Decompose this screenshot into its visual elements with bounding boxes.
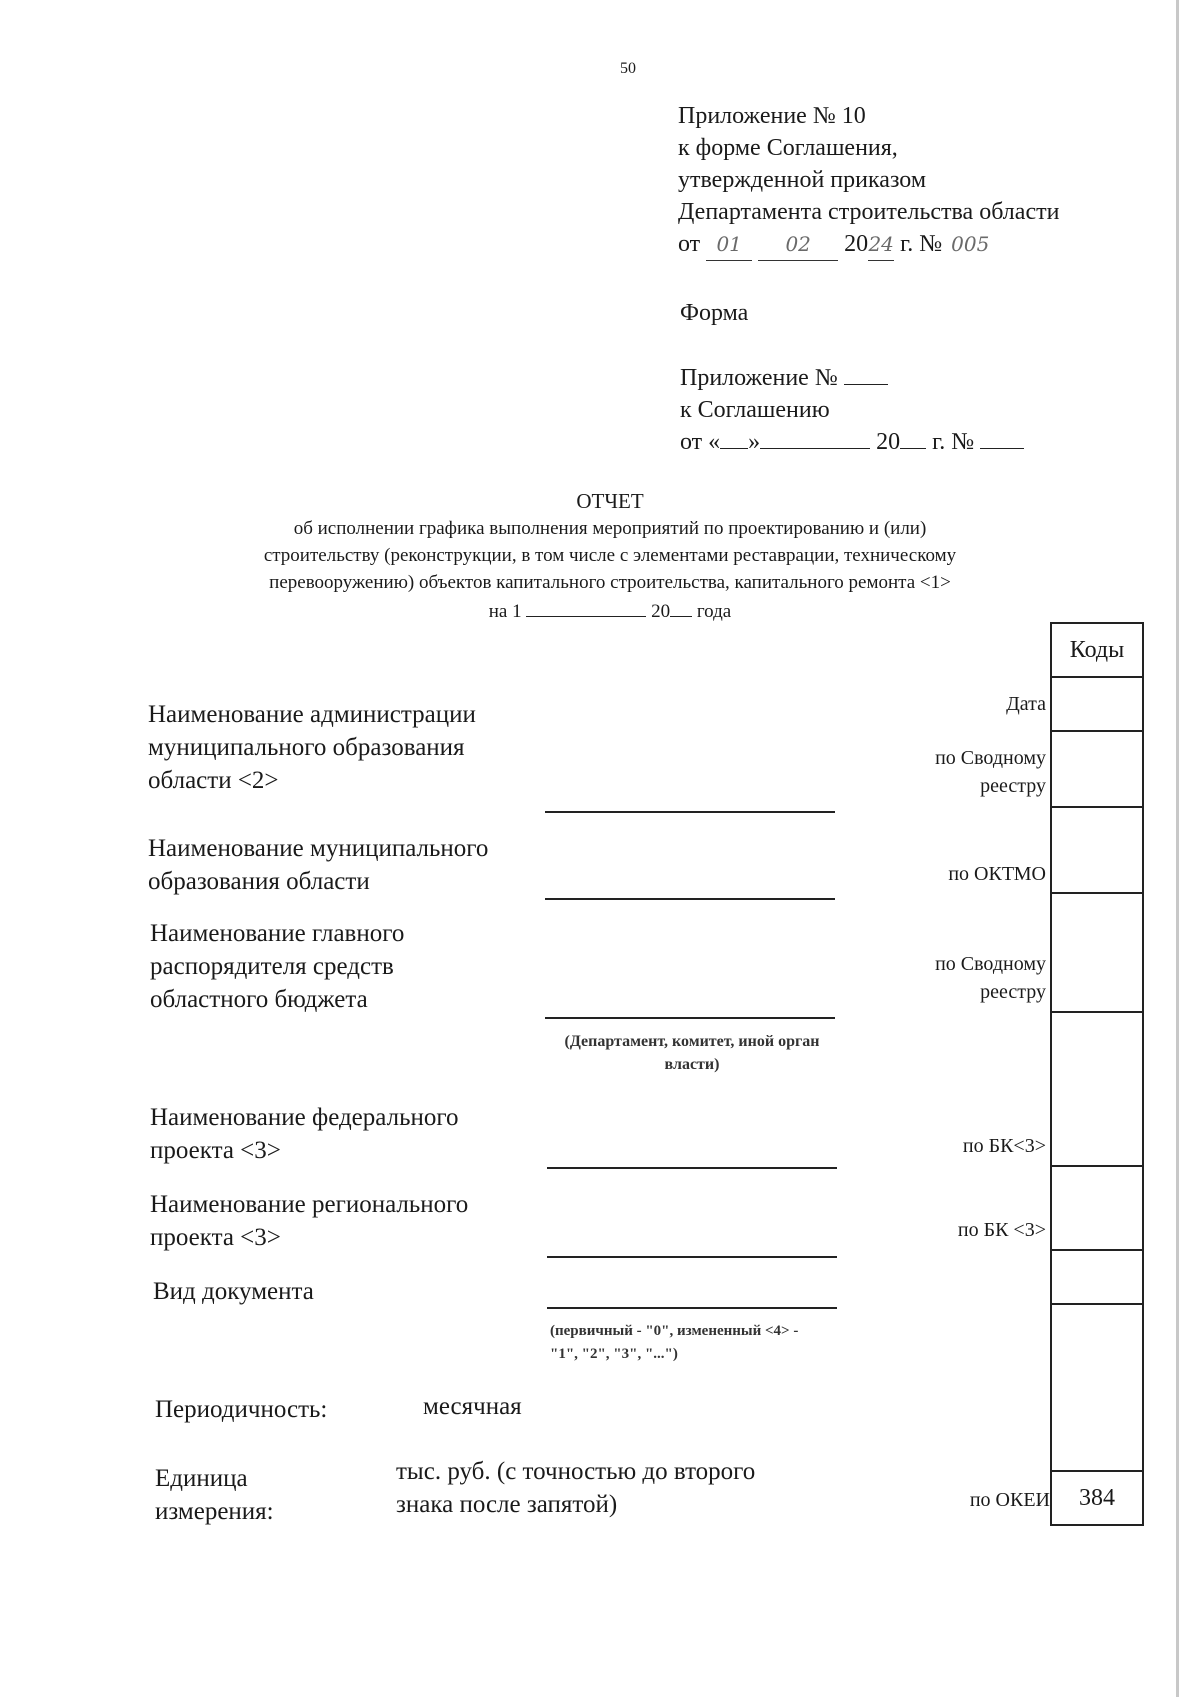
appendix-line-2: к форме Соглашения, — [678, 135, 898, 161]
number-blank — [980, 428, 1024, 449]
right-label-bk-1: по БК<3> — [962, 1135, 1046, 1157]
date-open: от « — [680, 429, 721, 455]
year-prefix: 20 — [876, 429, 901, 455]
attachment-line-1 — [680, 362, 1024, 394]
report-year-blank — [670, 596, 692, 617]
year-prefix: 20 — [844, 231, 869, 257]
handwritten-day: 01 — [706, 228, 752, 261]
report-month-blank — [526, 596, 646, 617]
report-year-prefix: 20 — [651, 601, 671, 622]
handwritten-number: 005 — [951, 232, 990, 256]
attachment-number-label: Приложение № — [680, 365, 838, 391]
appendix-header — [678, 100, 1059, 261]
report-title-line-5 — [150, 596, 1070, 625]
doc-type-line[interactable] — [547, 1307, 837, 1309]
municipality-name-line[interactable] — [545, 898, 835, 900]
page-number: 50 — [620, 60, 636, 77]
regional-project-line[interactable] — [547, 1256, 837, 1258]
page-edge — [1176, 0, 1179, 1697]
attachment-block — [680, 362, 1024, 458]
year-blank — [900, 428, 926, 449]
report-title-line-4: перевооружению) объектов капитального строительства, капитального ремонта <1> — [269, 572, 951, 593]
report-date-prefix: на 1 — [488, 601, 522, 622]
day-blank — [720, 428, 748, 449]
doc-type-label: Вид документа — [153, 1278, 314, 1305]
code-cell-empty-1[interactable] — [1051, 1012, 1143, 1166]
municipality-name-label: Наименование муниципального образования области — [148, 835, 489, 895]
appendix-date-line — [678, 228, 1059, 261]
report-title — [150, 488, 1070, 625]
regional-project-label: Наименование регионального проекта <3> — [150, 1191, 469, 1251]
admin-name-label: Наименование администрации муниципального образования области <2> — [148, 701, 476, 794]
right-label-oktmo: по ОКТМО — [948, 863, 1046, 885]
unit-value: тыс. руб. (с точностью до второго знака после запятой) — [396, 1458, 756, 1518]
main-manager-label: Наименование главного распорядителя средств областного бюджета — [150, 920, 405, 1013]
code-cell-bk-1[interactable] — [1051, 1166, 1143, 1250]
codes-table — [1050, 622, 1144, 1526]
handwritten-year: 24 — [868, 228, 894, 261]
number-prefix: г. № — [900, 231, 943, 257]
right-label-okei: по ОКЕИ — [969, 1489, 1050, 1511]
report-title-heading: ОТЧЕТ — [576, 489, 644, 513]
code-cell-summary-registry-2[interactable] — [1051, 893, 1143, 1012]
federal-project-line[interactable] — [547, 1167, 837, 1169]
right-label-date: Дата — [1006, 693, 1046, 715]
federal-project-label: Наименование федерального проекта <3> — [150, 1104, 459, 1164]
month-blank — [760, 428, 870, 449]
code-cell-okei: 384 — [1051, 1471, 1143, 1525]
appendix-line-3: утвержденной приказом — [678, 167, 927, 193]
unit-label: Единица измерения: — [155, 1465, 274, 1525]
doc-type-note: (первичный - "0", измененный <4> - "1", "2", "3", "...") — [550, 1323, 799, 1362]
admin-name-line[interactable] — [545, 811, 835, 813]
code-cell-empty-2[interactable] — [1051, 1304, 1143, 1471]
attachment-number-blank — [844, 364, 888, 385]
code-cell-oktmo[interactable] — [1051, 807, 1143, 893]
codes-header: Коды — [1051, 623, 1143, 677]
number-prefix: г. № — [932, 429, 975, 455]
main-manager-line[interactable] — [545, 1017, 835, 1019]
report-title-line-2: об исполнении графика выполнения мероприятий по проектированию и (или) — [293, 518, 927, 539]
appendix-line-1: Приложение № 10 — [678, 103, 866, 129]
right-label-bk-2: по БК <3> — [957, 1219, 1046, 1241]
code-cell-bk-2[interactable] — [1051, 1250, 1143, 1304]
attachment-date-line — [680, 426, 1024, 458]
code-cell-summary-registry-1[interactable] — [1051, 731, 1143, 807]
date-prefix: от — [678, 231, 701, 257]
periodicity-value: месячная — [423, 1393, 522, 1420]
report-title-line-3: строительству (реконструкции, в том числе с элементами реставрации, техническому — [263, 545, 957, 566]
periodicity-label: Периодичность: — [155, 1396, 328, 1423]
right-label-summary-registry-1: по Сводному реестру — [935, 747, 1046, 797]
form-label: Форма — [680, 300, 749, 326]
appendix-line-4: Департамента строительства области — [678, 199, 1060, 225]
attachment-line-2: к Соглашению — [680, 397, 830, 423]
right-label-summary-registry-2: по Сводному реестру — [935, 953, 1046, 1003]
date-close: » — [748, 429, 761, 455]
code-cell-date[interactable] — [1051, 677, 1143, 731]
main-manager-note: (Департамент, комитет, иной орган власти) — [564, 1033, 820, 1073]
report-year-suffix: года — [696, 601, 732, 622]
handwritten-month: 02 — [758, 228, 838, 261]
